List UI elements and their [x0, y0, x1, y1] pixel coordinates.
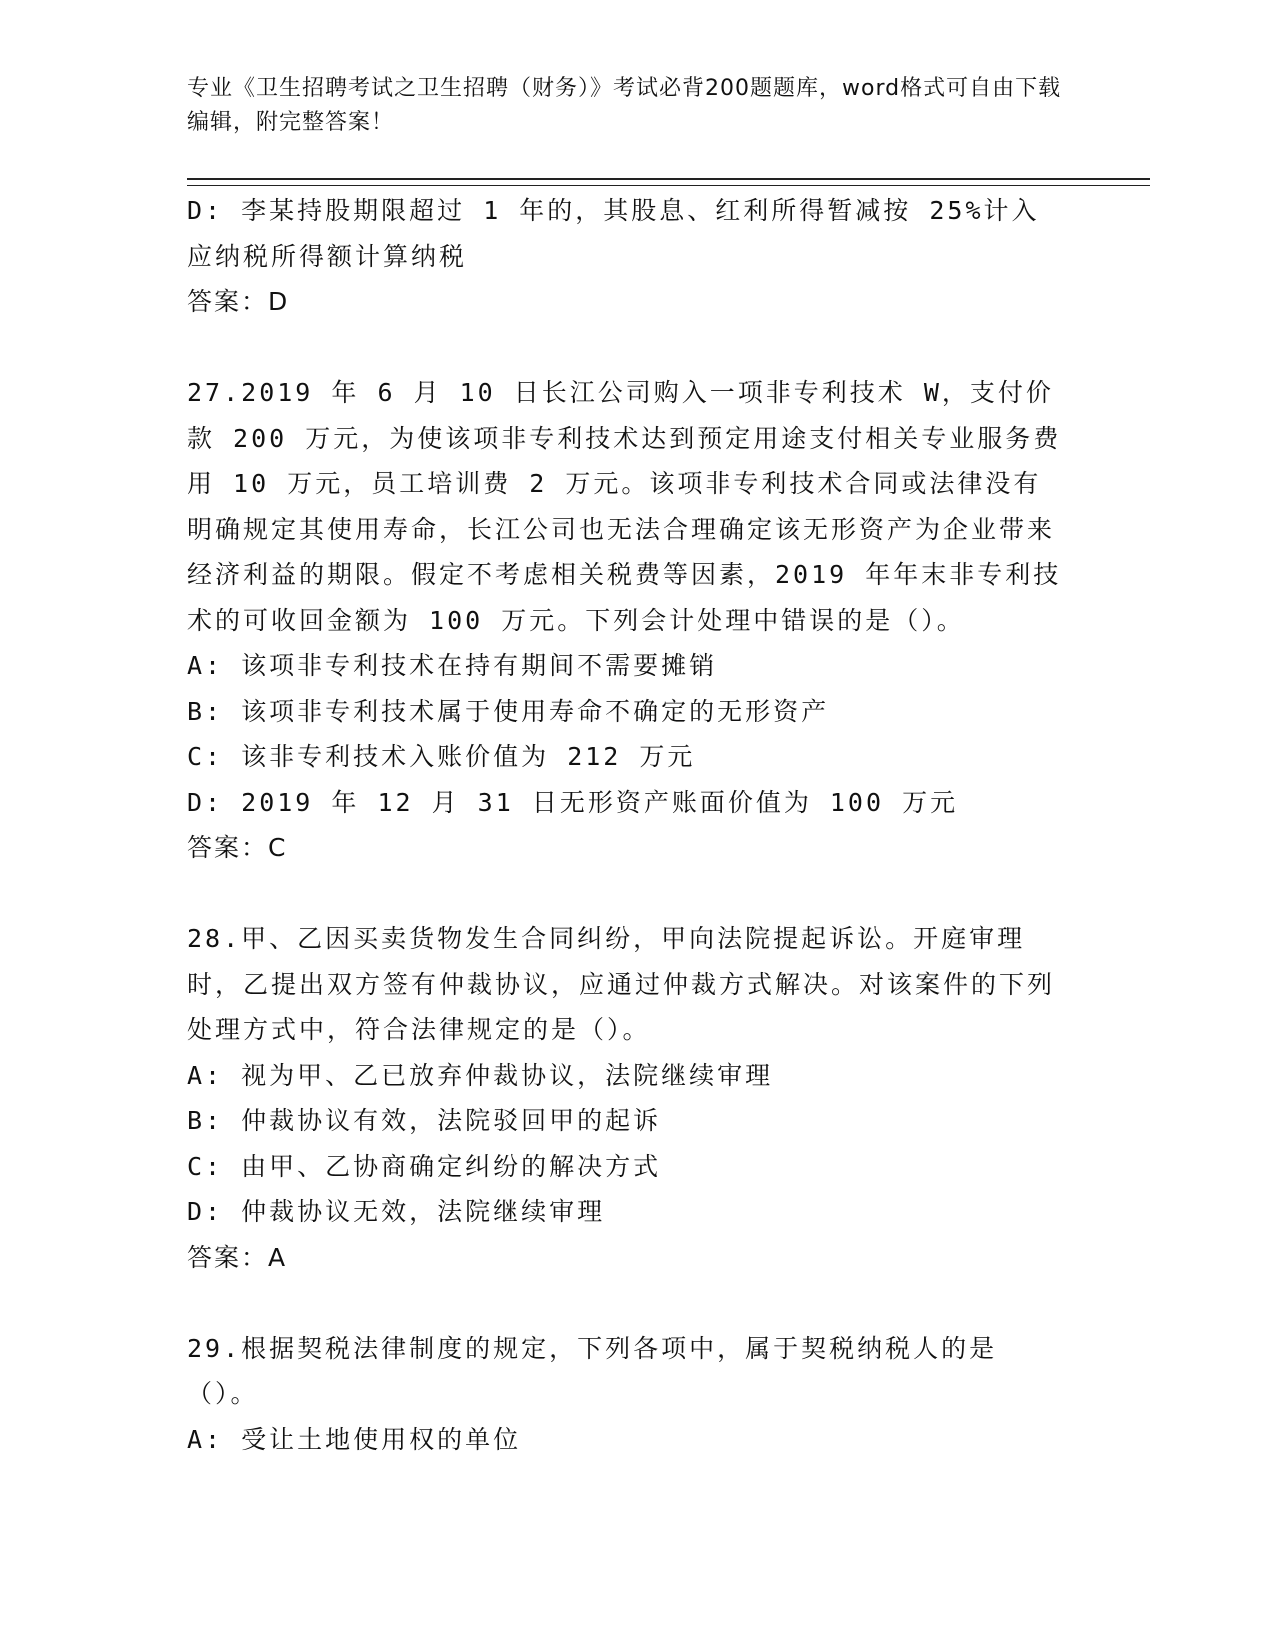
question-26-tail	[187, 188, 1067, 325]
document-body	[187, 188, 1067, 1462]
option-b: B: 仲裁协议有效，法院驳回甲的起诉	[187, 1106, 662, 1135]
document-header	[187, 72, 1067, 140]
spacer	[187, 1280, 1067, 1326]
question-stem: 28.甲、乙因买卖货物发生合同纠纷，甲向法院提起诉讼。开庭审理时，乙提出双方签有仲裁协议，应通过仲裁方式解决。对该案件的下列处理方式中，符合法律规定的是（）。	[187, 924, 1056, 1044]
option-d: D: 2019 年 12 月 31 日无形资产账面价值为 100 万元	[187, 787, 959, 817]
option-d: D: 李某持股期限超过 1 年的，其股息、红利所得暂减按 25%计入应纳税所得额计算纳税	[187, 196, 1040, 271]
answer-label: 答案：D	[187, 287, 290, 316]
header-divider	[187, 178, 1150, 186]
option-c: C: 该非专利技术入账价值为 212 万元	[187, 742, 696, 771]
question-stem: 29.根据契税法律制度的规定，下列各项中，属于契税纳税人的是（）。	[187, 1333, 998, 1408]
option-a: A: 受让土地使用权的单位	[187, 1424, 522, 1454]
spacer	[187, 325, 1067, 371]
option-b: B: 该项非专利技术属于使用寿命不确定的无形资产	[187, 696, 830, 726]
option-a: A: 该项非专利技术在持有期间不需要摊销	[187, 651, 718, 680]
question-29	[187, 1326, 1067, 1463]
question-27	[187, 370, 1067, 871]
option-a: A: 视为甲、乙已放弃仲裁协议，法院继续审理	[187, 1060, 774, 1090]
spacer	[187, 871, 1067, 917]
question-stem: 27.2019 年 6 月 10 日长江公司购入一项非专利技术 W，支付价款 200 万元，为使该项非专利技术达到预定用途支付相关专业服务费用 10 万元，员工培训费 2 万元。该项非专利技术合同或法律没有明确规定其使用寿命，长江公司也无法合理确定该无形资产为企业带来经济利益的期限。假定不考虑相关税费等因素，2019 年年末非专利技术的可收回金额为 100 万元。下列会计处理中错误的是（）。	[187, 378, 1062, 635]
answer-label: 答案：A	[187, 1242, 288, 1272]
answer-label: 答案：C	[187, 833, 288, 862]
question-28	[187, 916, 1067, 1280]
option-d: D: 仲裁协议无效，法院继续审理	[187, 1197, 606, 1226]
option-c: C: 由甲、乙协商确定纠纷的解决方式	[187, 1151, 662, 1181]
header-title: 专业《卫生招聘考试之卫生招聘（财务）》考试必背200题题库，word格式可自由下载编辑，附完整答案！	[187, 76, 1062, 135]
